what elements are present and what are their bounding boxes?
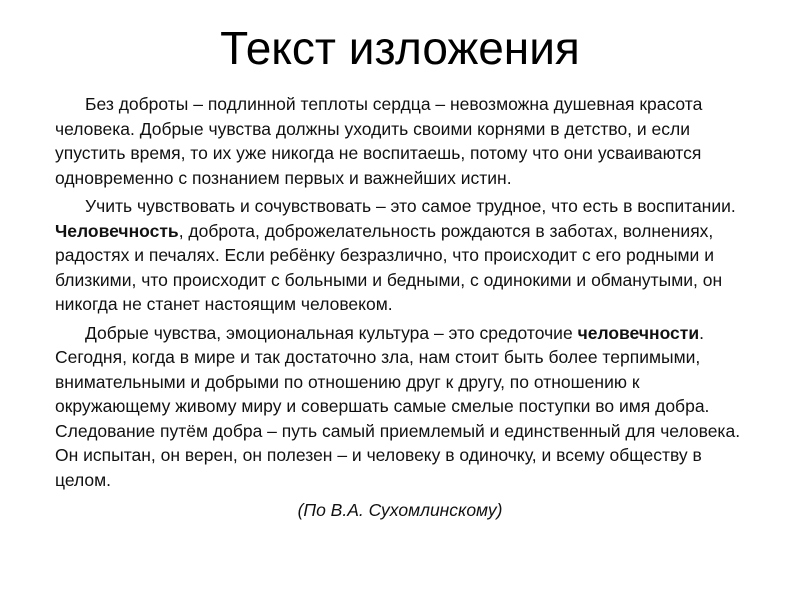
paragraph-3 — [55, 321, 745, 493]
paragraph-1 — [55, 92, 745, 190]
paragraph-3-text-b: . Сегодня, когда в мире и так достаточно зла, нам стоит быть более терпимыми, внимательными и добрыми по отношению друг к другу, по отношению к окружающему живому миру и совершать самые смелые поступки во имя добра. Следование путём добра – путь самый приемлемый и единственный для человека. Он испытан, он верен, он полезен – и человеку в одиночку, и всему обществу в целом. — [55, 322, 741, 490]
paragraph-2-text-b: , доброта, доброжелательность рождаются в заботах, волнениях, радостях и печалях. Если ребёнку безразлично, что происходит с его родными и близкими, что происходит с больными и бедными, с одинокими и обманутыми, он никогда не станет настоящим человеком. — [55, 220, 723, 314]
paragraph-2-text-a: Учить чувствовать и сочувствовать – это самое трудное, что есть в воспитании. — [85, 196, 736, 216]
keyword-humanity: Человечность — [55, 220, 179, 241]
paragraph-2 — [55, 194, 745, 317]
paragraph-3-text-a: Добрые чувства, эмоциональная культура – это средоточие — [85, 322, 578, 343]
source-attribution: (По В.А. Сухомлинскому) — [297, 500, 503, 520]
keyword-humanity-genitive: человечности — [577, 322, 700, 343]
slide-title: Текст изложения — [220, 22, 580, 74]
text-body — [55, 92, 745, 523]
paragraph-1-text: Без доброты – подлинной теплоты сердца – невозможна душевная красота человека. Добрые чувства должны уходить своими корнями в детство, и если упустить время, то их уже никогда не воспитаешь, потому что они усваиваются одновременно с познанием первых и важнейших истин. — [55, 94, 703, 188]
